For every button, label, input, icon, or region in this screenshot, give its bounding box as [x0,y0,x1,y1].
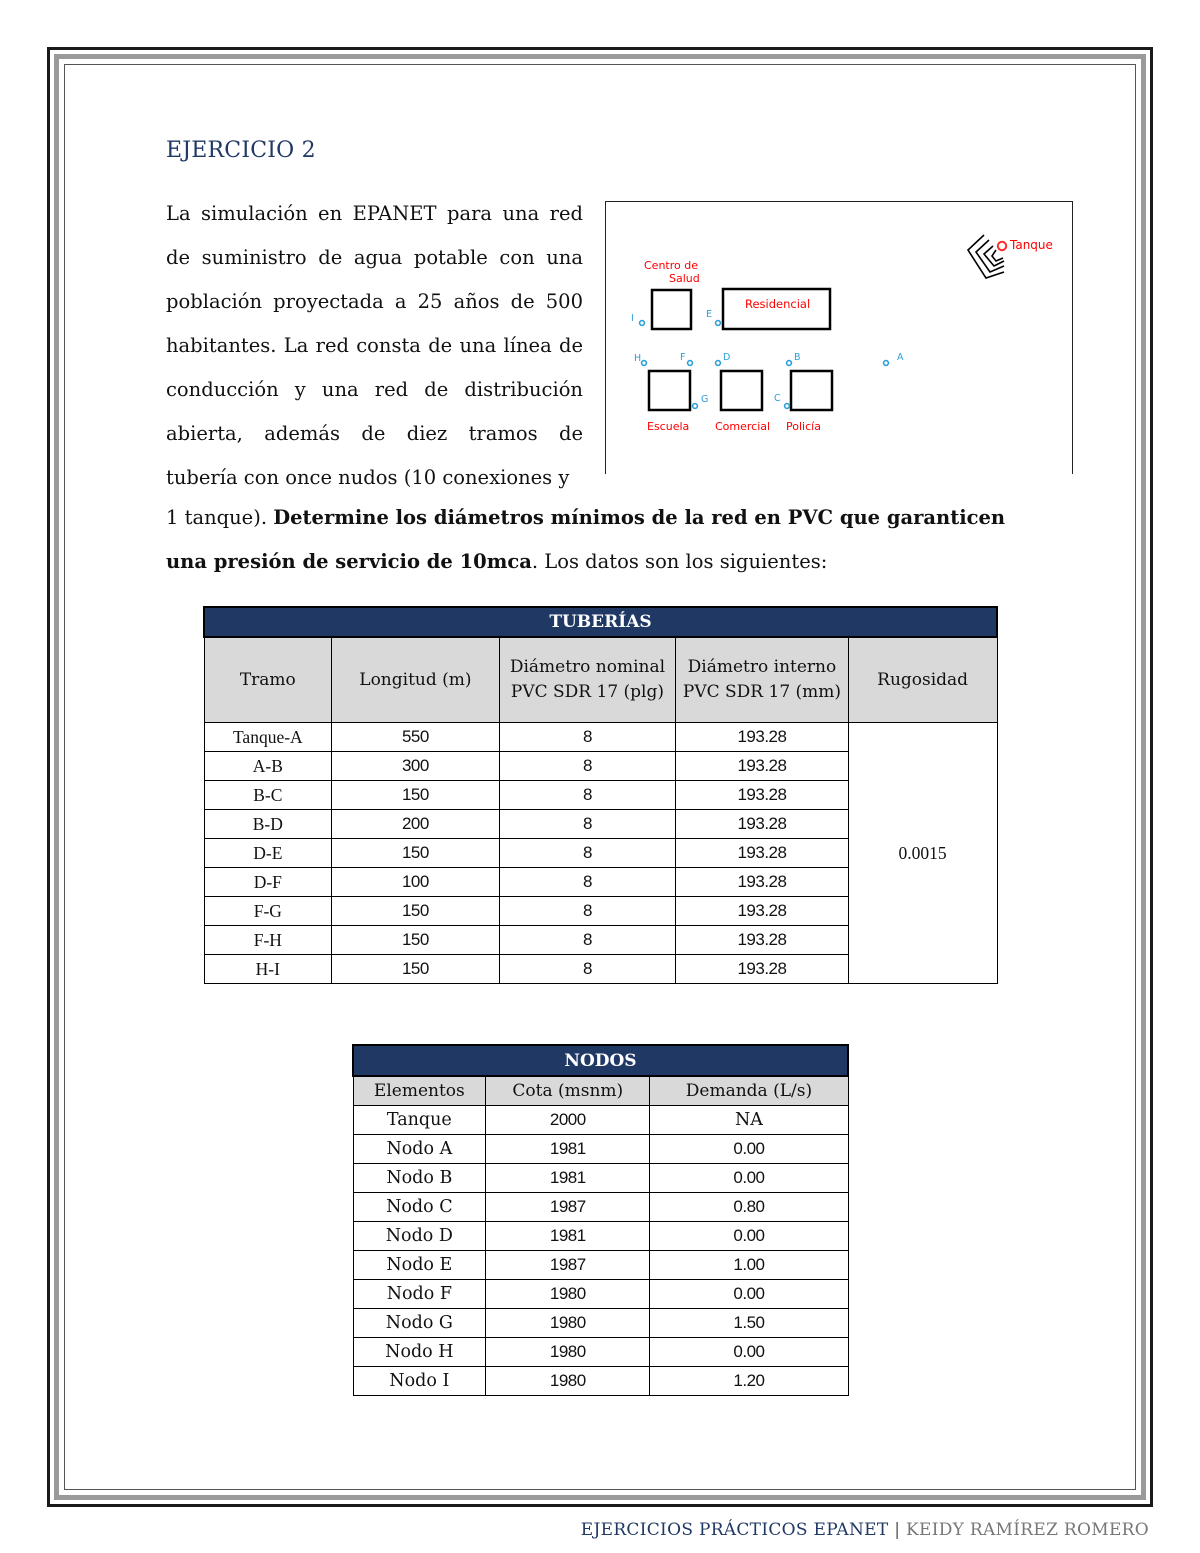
tank-icon [968,235,1004,278]
cell-cota: 1980 [486,1280,650,1309]
node-label-b: B [794,352,801,363]
cell-tramo: B-D [204,810,332,839]
node-label-h: H [634,353,642,364]
cell-demanda: 1.20 [650,1367,848,1396]
col-header-elementos: Elementos [353,1076,486,1106]
cell-tramo: F-H [204,926,332,955]
table-row [353,1193,848,1222]
node-label-e: E [706,309,713,320]
cell-demanda: 0.00 [650,1135,848,1164]
table-row [353,1309,848,1338]
table-row [353,1222,848,1251]
table-row [353,1367,848,1396]
col-header-rugosidad: Rugosidad [848,637,997,723]
residencial-label: Residencial [745,297,811,311]
cell-cota: 1980 [486,1309,650,1338]
cell-demanda: 0.00 [650,1338,848,1367]
cell-tramo: H-I [204,955,332,984]
cell-cota: 1981 [486,1164,650,1193]
cell-cota: 1981 [486,1222,650,1251]
cell-diametro-interno: 193.28 [676,781,849,810]
cell-rugosidad: 0.0015 [848,723,997,984]
table-row [204,723,997,752]
network-diagram-svg [606,202,1074,475]
node-i [640,321,645,326]
cell-demanda: 1.50 [650,1309,848,1338]
cell-diametro-interno: 193.28 [676,897,849,926]
cell-cota: 1980 [486,1367,650,1396]
tuberias-caption: TUBERÍAS [204,607,997,637]
cell-diametro-interno: 193.28 [676,723,849,752]
node-d [716,361,721,366]
cell-demanda: 0.00 [650,1164,848,1193]
cell-elemento: Nodo G [353,1309,486,1338]
centro-label-2: Salud [669,272,700,285]
cell-demanda: 0.00 [650,1280,848,1309]
cell-longitud: 150 [332,839,500,868]
table-row [353,1164,848,1193]
cell-tramo: B-C [204,781,332,810]
cell-tramo: F-G [204,897,332,926]
escuela-box [649,371,690,410]
cell-longitud: 150 [332,781,500,810]
cell-elemento: Nodo B [353,1164,486,1193]
col-header-tramo: Tramo [204,637,332,723]
intro-cont-end: . Los datos son los siguientes: [531,550,828,573]
node-label-d: D [723,352,731,363]
cell-longitud: 100 [332,868,500,897]
cell-diametro-nominal: 8 [499,926,676,955]
cell-tramo: D-F [204,868,332,897]
cell-elemento: Nodo D [353,1222,486,1251]
cell-diametro-interno: 193.28 [676,868,849,897]
footer-author: KEIDY RAMÍREZ ROMERO [906,1520,1149,1540]
cell-diametro-nominal: 8 [499,723,676,752]
col-header-cota: Cota (msnm) [486,1076,650,1106]
node-b [787,361,792,366]
centro-label-1: Centro de [644,259,698,272]
table-row [353,1280,848,1309]
network-diagram [605,201,1073,474]
cell-tramo: D-E [204,839,332,868]
node-label-a: A [897,352,904,363]
cell-elemento: Nodo H [353,1338,486,1367]
cell-elemento: Nodo F [353,1280,486,1309]
table-row [353,1135,848,1164]
col-header-longitud: Longitud (m) [332,637,500,723]
cell-diametro-nominal: 8 [499,897,676,926]
tank-node [998,242,1006,250]
cell-diametro-nominal: 8 [499,839,676,868]
node-f [688,361,693,366]
footer-separator: | [894,1520,901,1540]
cell-longitud: 200 [332,810,500,839]
cell-diametro-nominal: 8 [499,810,676,839]
cell-elemento: Nodo A [353,1135,486,1164]
junction-nodes [640,321,889,409]
node-g [693,404,698,409]
cell-longitud: 150 [332,926,500,955]
cell-diametro-interno: 193.28 [676,955,849,984]
cell-diametro-interno: 193.28 [676,926,849,955]
cell-elemento: Nodo I [353,1367,486,1396]
policia-label: Policía [786,420,821,433]
node-labels [631,309,904,405]
cell-diametro-nominal: 8 [499,955,676,984]
cell-tramo: Tanque-A [204,723,332,752]
comercial-label: Comercial [715,420,771,433]
node-label-g: G [701,394,709,405]
table-row [353,1106,848,1135]
tuberias-table [203,606,998,984]
cell-elemento: Tanque [353,1106,486,1135]
exercise-title: EJERCICIO 2 [166,138,316,163]
intro-bold-statement: Determine los diámetros mínimos de la red en PVC que garanticen una presión de servicio de 10mca [166,506,1006,573]
col-header-diametro-nominal: Diámetro nominal PVC SDR 17 (plg) [499,637,676,723]
cell-diametro-nominal: 8 [499,781,676,810]
cell-diametro-nominal: 8 [499,868,676,897]
node-h [642,361,647,366]
footer-title: EJERCICIOS PRÁCTICOS EPANET [580,1520,889,1540]
cell-demanda: 0.80 [650,1193,848,1222]
cell-elemento: Nodo E [353,1251,486,1280]
tank-label: Tanque [1010,238,1053,252]
comercial-box [721,371,762,410]
table-row [353,1338,848,1367]
cell-longitud: 300 [332,752,500,781]
cell-longitud: 150 [332,955,500,984]
intro-cont-start: 1 tanque). [166,506,274,529]
cell-diametro-interno: 193.28 [676,810,849,839]
cell-cota: 1987 [486,1193,650,1222]
nodos-caption: NODOS [353,1045,848,1076]
table-row [353,1251,848,1280]
cell-cota: 1980 [486,1338,650,1367]
node-e [716,321,721,326]
cell-diametro-interno: 193.28 [676,839,849,868]
intro-paragraph: La simulación en EPANET para una red de suministro de agua potable con una población proyectada a 25 años de 500 habitantes. La red consta de una línea de conducción y una red de distribución abierta, además de diez tramos de tubería con once nudos (10 conexiones y [166,202,583,489]
cell-cota: 2000 [486,1106,650,1135]
escuela-label: Escuela [647,420,690,433]
cell-demanda: 1.00 [650,1251,848,1280]
policia-box [791,371,832,410]
col-header-demanda: Demanda (L/s) [650,1076,848,1106]
cell-cota: 1981 [486,1135,650,1164]
cell-diametro-nominal: 8 [499,752,676,781]
cell-elemento: Nodo C [353,1193,486,1222]
cell-cota: 1987 [486,1251,650,1280]
intro-continuation [166,496,1046,584]
cell-tramo: A-B [204,752,332,781]
cell-longitud: 150 [332,897,500,926]
cell-demanda: 0.00 [650,1222,848,1251]
nodos-table [352,1044,849,1396]
node-a [884,361,889,366]
cell-demanda: NA [650,1106,848,1135]
node-c [785,404,790,409]
node-label-i: I [631,313,634,324]
centro-salud-box [652,290,691,329]
node-label-c: C [774,393,781,404]
col-header-diametro-interno: Diámetro interno PVC SDR 17 (mm) [676,637,849,723]
node-label-f: F [680,352,686,363]
page-footer [581,1520,1149,1540]
cell-diametro-interno: 193.28 [676,752,849,781]
cell-longitud: 550 [332,723,500,752]
